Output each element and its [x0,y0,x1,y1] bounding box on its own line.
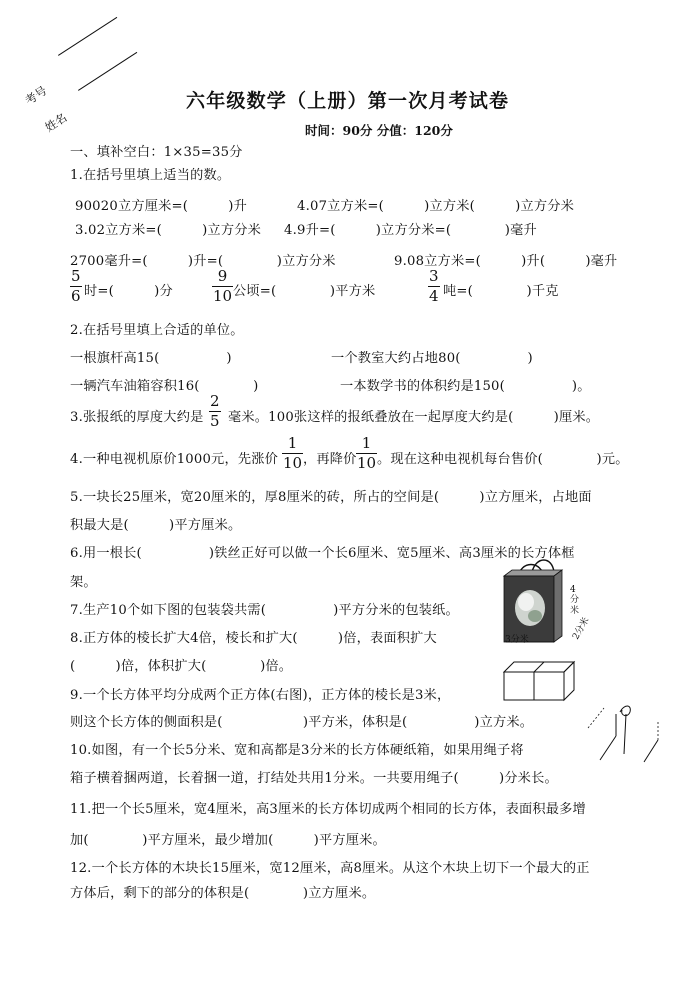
q6-line1: 6.用一根长( )铁丝正好可以做一个长6厘米、宽5厘米、高3厘米的长方体框 [70,546,575,561]
fraction-numerator: 1 [361,434,372,452]
q1-frac2-text: 公顷=( )平方米 [233,284,376,299]
exam-number-label: 考号 [22,83,50,108]
fraction-denominator: 10 [283,454,303,472]
name-label: 姓名 [42,110,70,135]
q1-prompt: 1.在括号里填上适当的数。 [70,168,231,183]
name-line [78,52,137,91]
q1-row2b: 4.9升=( )立方分米=( )毫升 [284,223,537,238]
q2-c: 一辆汽车油箱容积16( ) [70,379,259,394]
time-info: 时间：90分 分值：120分 [305,123,453,138]
fraction-denominator: 10 [213,287,233,305]
q4-post: 。现在这种电视机每台售价( )元。 [377,452,629,467]
exam-number-line [58,17,117,56]
q1-frac1-text: 时=( )分 [84,284,173,299]
q6-line2: 架。 [70,575,97,590]
q1-fraction-ton [428,269,440,304]
fraction-numerator: 9 [217,267,228,285]
q1-frac3-text: 吨=( )千克 [443,284,559,299]
q1-row3a: 2700毫升=( )升=( )立方分米 [70,254,336,269]
fraction-numerator: 5 [71,267,81,285]
section-heading: 一、填补空白：1×35=35分 [70,145,243,160]
q9-line2: 则这个长方体的侧面积是( )平方米，体积是( )立方米。 [70,715,534,730]
q1-row3b: 9.08立方米=( )升( )毫升 [394,254,618,269]
q11-line1: 11.把一个长5厘米，宽4厘米，高3厘米的长方体切成两个相同的长方体，表面积最多增 [70,802,586,817]
q2-prompt: 2.在括号里填上合适的单位。 [70,323,244,338]
q10-line1: 10.如图，有一个长5分米、宽和高都是3分米的长方体硬纸箱，如果用绳子将 [70,743,524,758]
fraction-numerator: 3 [429,267,439,285]
two-cubes-figure [503,660,577,702]
box-rope-figure [586,700,670,766]
q3-pre: 3.张报纸的厚度大约是 [70,410,204,425]
q12-line1: 12.一个长方体的木块长15厘米，宽12厘米，高8厘米。从这个木块上切下一个最大的正 [70,861,590,876]
q1-fraction-hours [70,269,82,304]
q10-line2: 箱子横着捆两道，长着捆一道，打结处共用1分米。一共要用绳子( )分米长。 [70,771,558,786]
q9-line1: 9.一个长方体平均分成两个正方体(右图)，正方体的棱长是3米， [70,688,451,703]
q1-row2a: 3.02立方米=( )立方分米 [75,223,261,238]
bag-depth-label: 2分米 [571,615,592,642]
q12-line2: 方体后，剩下的部分的体积是( )立方厘米。 [70,886,376,901]
page-title: 六年级数学（上册）第一次月考试卷 [186,90,510,112]
q4-fraction-b [356,436,377,471]
q5-line1: 5.一块长25厘米，宽20厘米的，厚8厘米的砖，所占的空间是( )立方厘米，占地面 [70,490,592,505]
q8-line1: 8.正方体的棱长扩大4倍，棱长和扩大( )倍，表面积扩大 [70,631,437,646]
fraction-denominator: 10 [357,454,377,472]
fraction-numerator: 1 [287,434,298,452]
q2-a: 一根旗杆高15( ) [70,351,232,366]
q3-fraction [209,394,221,429]
q8-line2: ( )倍，体积扩大( )倍。 [70,659,293,674]
q1-fraction-hectare [212,269,233,304]
fraction-numerator: 2 [210,392,220,410]
q1-row1a: 90020立方厘米=( )升 [75,199,247,214]
q2-d: 一本数学书的体积约是150( )。 [340,379,591,394]
q11-line2: 加( )平方厘米，最少增加( )平方厘米。 [70,833,386,848]
q4-fraction-a [282,436,303,471]
bag-width-label: 3分米 [505,635,529,645]
fraction-denominator: 6 [71,287,81,305]
fraction-denominator: 5 [210,412,220,430]
bag-height-label: 4分米 [570,585,580,616]
q1-row1b: 4.07立方米=( )立方米( )立方分米 [297,199,574,214]
q7-text: 7.生产10个如下图的包装袋共需( )平方分米的包装纸。 [70,603,459,618]
q4-mid: ，再降价 [303,452,357,467]
q3-post: 毫米。100张这样的报纸叠放在一起厚度大约是( )厘米。 [228,410,600,425]
q2-b: 一个教室大约占地80( ) [331,351,533,366]
q4-pre: 4.一种电视机原价1000元，先涨价 [70,452,278,467]
q5-line2: 积最大是( )平方厘米。 [70,518,242,533]
fraction-denominator: 4 [429,287,439,305]
